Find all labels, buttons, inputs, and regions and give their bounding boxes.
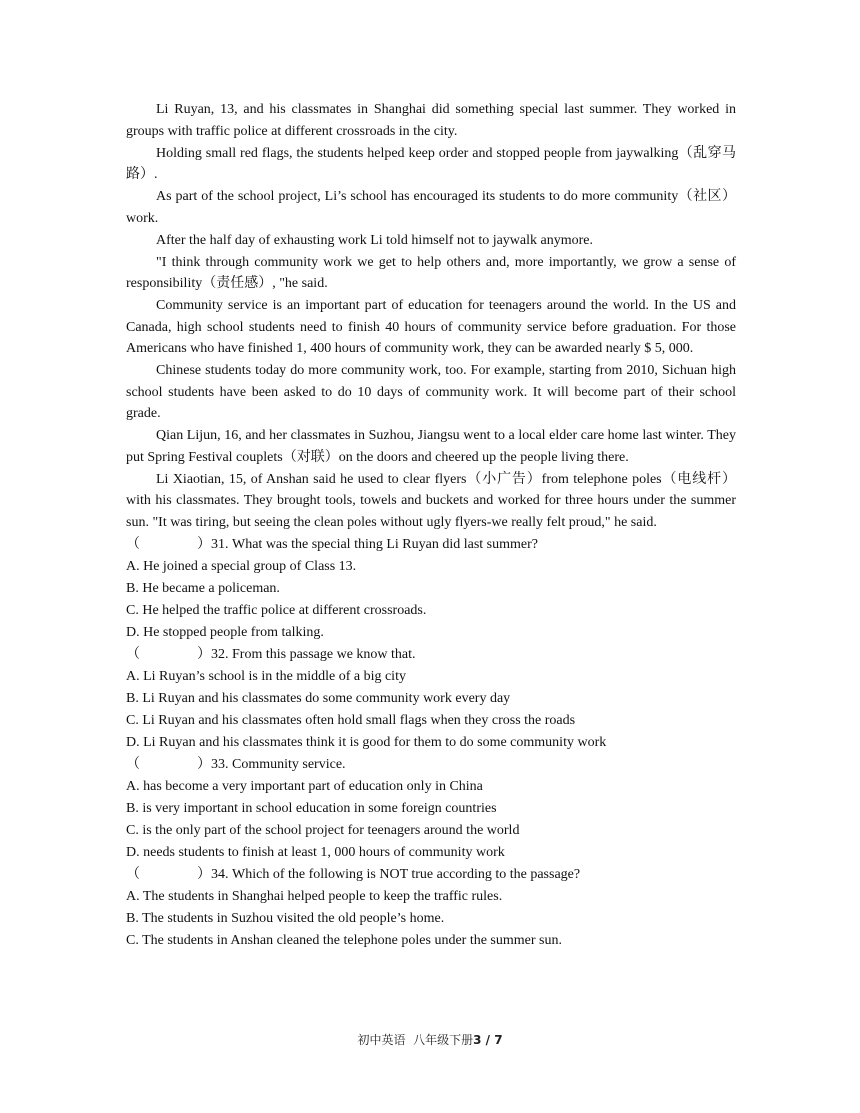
question-stem bbox=[126, 534, 736, 556]
question-text: 33. Community service. bbox=[211, 756, 346, 772]
answer-option: D. needs students to finish at least 1, 000 hours of community work bbox=[126, 844, 505, 860]
question-text: 32. From this passage we know that. bbox=[211, 646, 416, 662]
answer-bracket-open: （ bbox=[126, 866, 140, 882]
answer-bracket-open: （ bbox=[126, 646, 140, 662]
passage-paragraph: Qian Lijun, 16, and her classmates in Suzhou, Jiangsu went to a local elder care home last winter. They put Spring Festival couplets（对联）on the doors and cheered up the people living there. bbox=[126, 428, 736, 465]
answer-option: C. The students in Anshan cleaned the telephone poles under the summer sun. bbox=[126, 932, 562, 948]
answer-bracket-open: （ bbox=[126, 756, 140, 772]
answer-option: A. The students in Shanghai helped people to keep the traffic rules. bbox=[126, 888, 503, 904]
answer-option: A. Li Ruyan’s school is in the middle of a big city bbox=[126, 668, 406, 684]
passage-paragraph: As part of the school project, Li’s school has encouraged its students to do more community（社区）work. bbox=[126, 189, 736, 226]
footer-course: 初中英语 bbox=[357, 1033, 406, 1047]
answer-option: A. He joined a special group of Class 13. bbox=[126, 558, 357, 574]
question-stem bbox=[126, 644, 736, 666]
passage-paragraph: Chinese students today do more community work, too. For example, starting from 2010, Sichuan high school students have been asked to do 10 days of community work. It will become part of their school grade. bbox=[126, 363, 736, 421]
answer-option: D. Li Ruyan and his classmates think it is good for them to do some community work bbox=[126, 734, 607, 750]
passage-paragraph: Li Ruyan, 13, and his classmates in Shanghai did something special last summer. They worked in groups with traffic police at different crossroads in the city. bbox=[126, 102, 736, 139]
page-number: 3 / 7 bbox=[473, 1033, 503, 1047]
answer-option: B. He became a policeman. bbox=[126, 580, 280, 596]
passage-paragraph: Li Xiaotian, 15, of Anshan said he used to clear flyers（小广告）from telephone poles（电线杆）with his classmates. They brought tools, towels and buckets and worked for three hours under the summer sun. "It was tiring, but seeing the clean poles without ugly flyers-we really felt proud," he said. bbox=[126, 471, 736, 530]
passage-paragraph: After the half day of exhausting work Li told himself not to jaywalk anymore. bbox=[156, 232, 594, 248]
question-text: 34. Which of the following is NOT true according to the passage? bbox=[211, 866, 581, 882]
answer-option: A. has become a very important part of education only in China bbox=[126, 778, 483, 794]
question-stem bbox=[126, 754, 736, 776]
question-34 bbox=[126, 864, 736, 952]
question-text: 31. What was the special thing Li Ruyan did last summer? bbox=[211, 536, 538, 552]
page-footer bbox=[0, 1031, 860, 1048]
answer-bracket-close: ） bbox=[197, 756, 211, 772]
passage-paragraph: Community service is an important part of education for teenagers around the world. In the US and Canada, high school students need to finish 40 hours of community service before graduation. For those Americans who have finished 1, 400 hours of community work, they can be awarded nearly $ 5, 000. bbox=[126, 298, 736, 356]
question-stem bbox=[126, 864, 736, 886]
answer-bracket-close: ） bbox=[197, 646, 211, 662]
answer-option: B. The students in Suzhou visited the old people’s home. bbox=[126, 910, 445, 926]
answer-option: B. is very important in school education in some foreign countries bbox=[126, 800, 497, 816]
answer-bracket-open: （ bbox=[126, 536, 140, 552]
answer-option: C. is the only part of the school project for teenagers around the world bbox=[126, 822, 520, 838]
reading-passage bbox=[126, 99, 736, 533]
question-32 bbox=[126, 644, 736, 754]
answer-bracket-close: ） bbox=[197, 866, 211, 882]
passage-paragraph: Holding small red flags, the students helped keep order and stopped people from jaywalking（乱穿马路）. bbox=[126, 145, 736, 182]
footer-grade: 八年级下册 bbox=[413, 1033, 474, 1047]
answer-bracket-close: ） bbox=[197, 536, 211, 552]
answer-option: C. Li Ruyan and his classmates often hold small flags when they cross the roads bbox=[126, 712, 576, 728]
answer-option: C. He helped the traffic police at different crossroads. bbox=[126, 602, 427, 618]
answer-option: B. Li Ruyan and his classmates do some community work every day bbox=[126, 690, 511, 706]
passage-paragraph: "I think through community work we get to help others and, more importantly, we grow a sense of responsibility（责任感）, "he said. bbox=[126, 254, 736, 291]
document-page bbox=[126, 99, 736, 952]
question-33 bbox=[126, 754, 736, 864]
question-31 bbox=[126, 534, 736, 644]
answer-option: D. He stopped people from talking. bbox=[126, 624, 324, 640]
